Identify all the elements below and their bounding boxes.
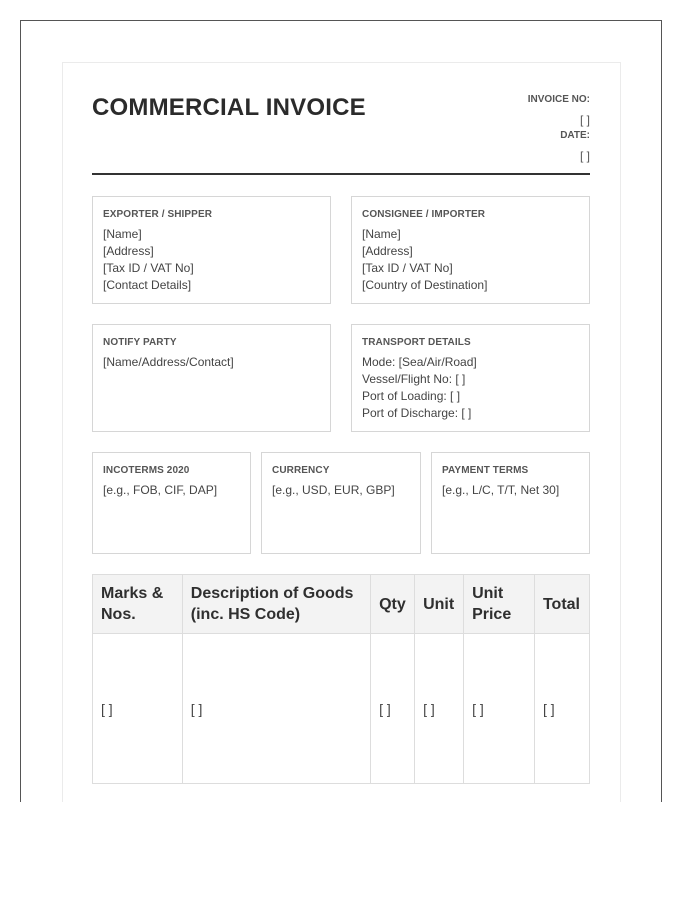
table-row xyxy=(93,634,590,784)
exporter-contact[interactable]: [Contact Details] xyxy=(103,278,192,292)
transport-port-loading[interactable]: Port of Loading: [ ] xyxy=(362,389,461,403)
currency-label: CURRENCY xyxy=(272,465,330,476)
transport-mode[interactable]: Mode: [Sea/Air/Road] xyxy=(362,355,477,369)
date-value[interactable]: [ ] xyxy=(579,149,590,163)
payment-terms-value[interactable]: [e.g., L/C, T/T, Net 30] xyxy=(442,483,560,497)
incoterms-label: INCOTERMS 2020 xyxy=(103,465,190,476)
column-header-unit: Unit xyxy=(415,575,464,634)
cell-total[interactable]: [ ] xyxy=(534,634,589,784)
consignee-name[interactable]: [Name] xyxy=(362,227,401,241)
incoterms-value[interactable]: [e.g., FOB, CIF, DAP] xyxy=(103,483,218,497)
transport-box xyxy=(351,324,590,432)
invoice-number-value[interactable]: [ ] xyxy=(579,113,590,127)
date-block xyxy=(560,130,590,163)
transport-port-discharge[interactable]: Port of Discharge: [ ] xyxy=(362,406,472,420)
cell-unit[interactable]: [ ] xyxy=(415,634,464,784)
notify-party-details[interactable]: [Name/Address/Contact] xyxy=(103,355,234,369)
currency-value[interactable]: [e.g., USD, EUR, GBP] xyxy=(272,483,395,497)
exporter-box xyxy=(92,196,331,304)
column-header-marks: Marks & Nos. xyxy=(93,575,183,634)
consignee-label: CONSIGNEE / IMPORTER xyxy=(362,209,486,220)
column-header-unit-price: Unit Price xyxy=(464,575,535,634)
cell-unit-price[interactable]: [ ] xyxy=(464,634,535,784)
header-divider xyxy=(92,173,590,175)
consignee-tax-id[interactable]: [Tax ID / VAT No] xyxy=(362,261,453,275)
payment-terms-label: PAYMENT TERMS xyxy=(442,465,529,476)
date-label: DATE: xyxy=(560,130,590,141)
column-header-qty: Qty xyxy=(371,575,415,634)
column-header-description: Description of Goods (inc. HS Code) xyxy=(182,575,370,634)
exporter-name[interactable]: [Name] xyxy=(103,227,142,241)
payment-terms-box xyxy=(431,452,590,554)
consignee-country[interactable]: [Country of Destination] xyxy=(362,278,488,292)
exporter-tax-id[interactable]: [Tax ID / VAT No] xyxy=(103,261,194,275)
notify-party-box xyxy=(92,324,331,432)
exporter-address[interactable]: [Address] xyxy=(103,244,154,258)
table-header-row xyxy=(93,575,590,634)
currency-box xyxy=(261,452,421,554)
transport-vessel[interactable]: Vessel/Flight No: [ ] xyxy=(362,372,466,386)
invoice-number-label: INVOICE NO: xyxy=(527,94,590,105)
document-title: COMMERCIAL INVOICE xyxy=(92,94,366,121)
consignee-address[interactable]: [Address] xyxy=(362,244,413,258)
cell-marks[interactable]: [ ] xyxy=(93,634,183,784)
transport-label: TRANSPORT DETAILS xyxy=(362,337,471,348)
column-header-total: Total xyxy=(534,575,589,634)
exporter-label: EXPORTER / SHIPPER xyxy=(103,209,213,220)
goods-table xyxy=(92,574,590,784)
notify-party-label: NOTIFY PARTY xyxy=(103,337,177,348)
cell-description[interactable]: [ ] xyxy=(182,634,370,784)
invoice-number-block xyxy=(528,94,590,127)
incoterms-box xyxy=(92,452,251,554)
cell-qty[interactable]: [ ] xyxy=(371,634,415,784)
consignee-box xyxy=(351,196,590,304)
